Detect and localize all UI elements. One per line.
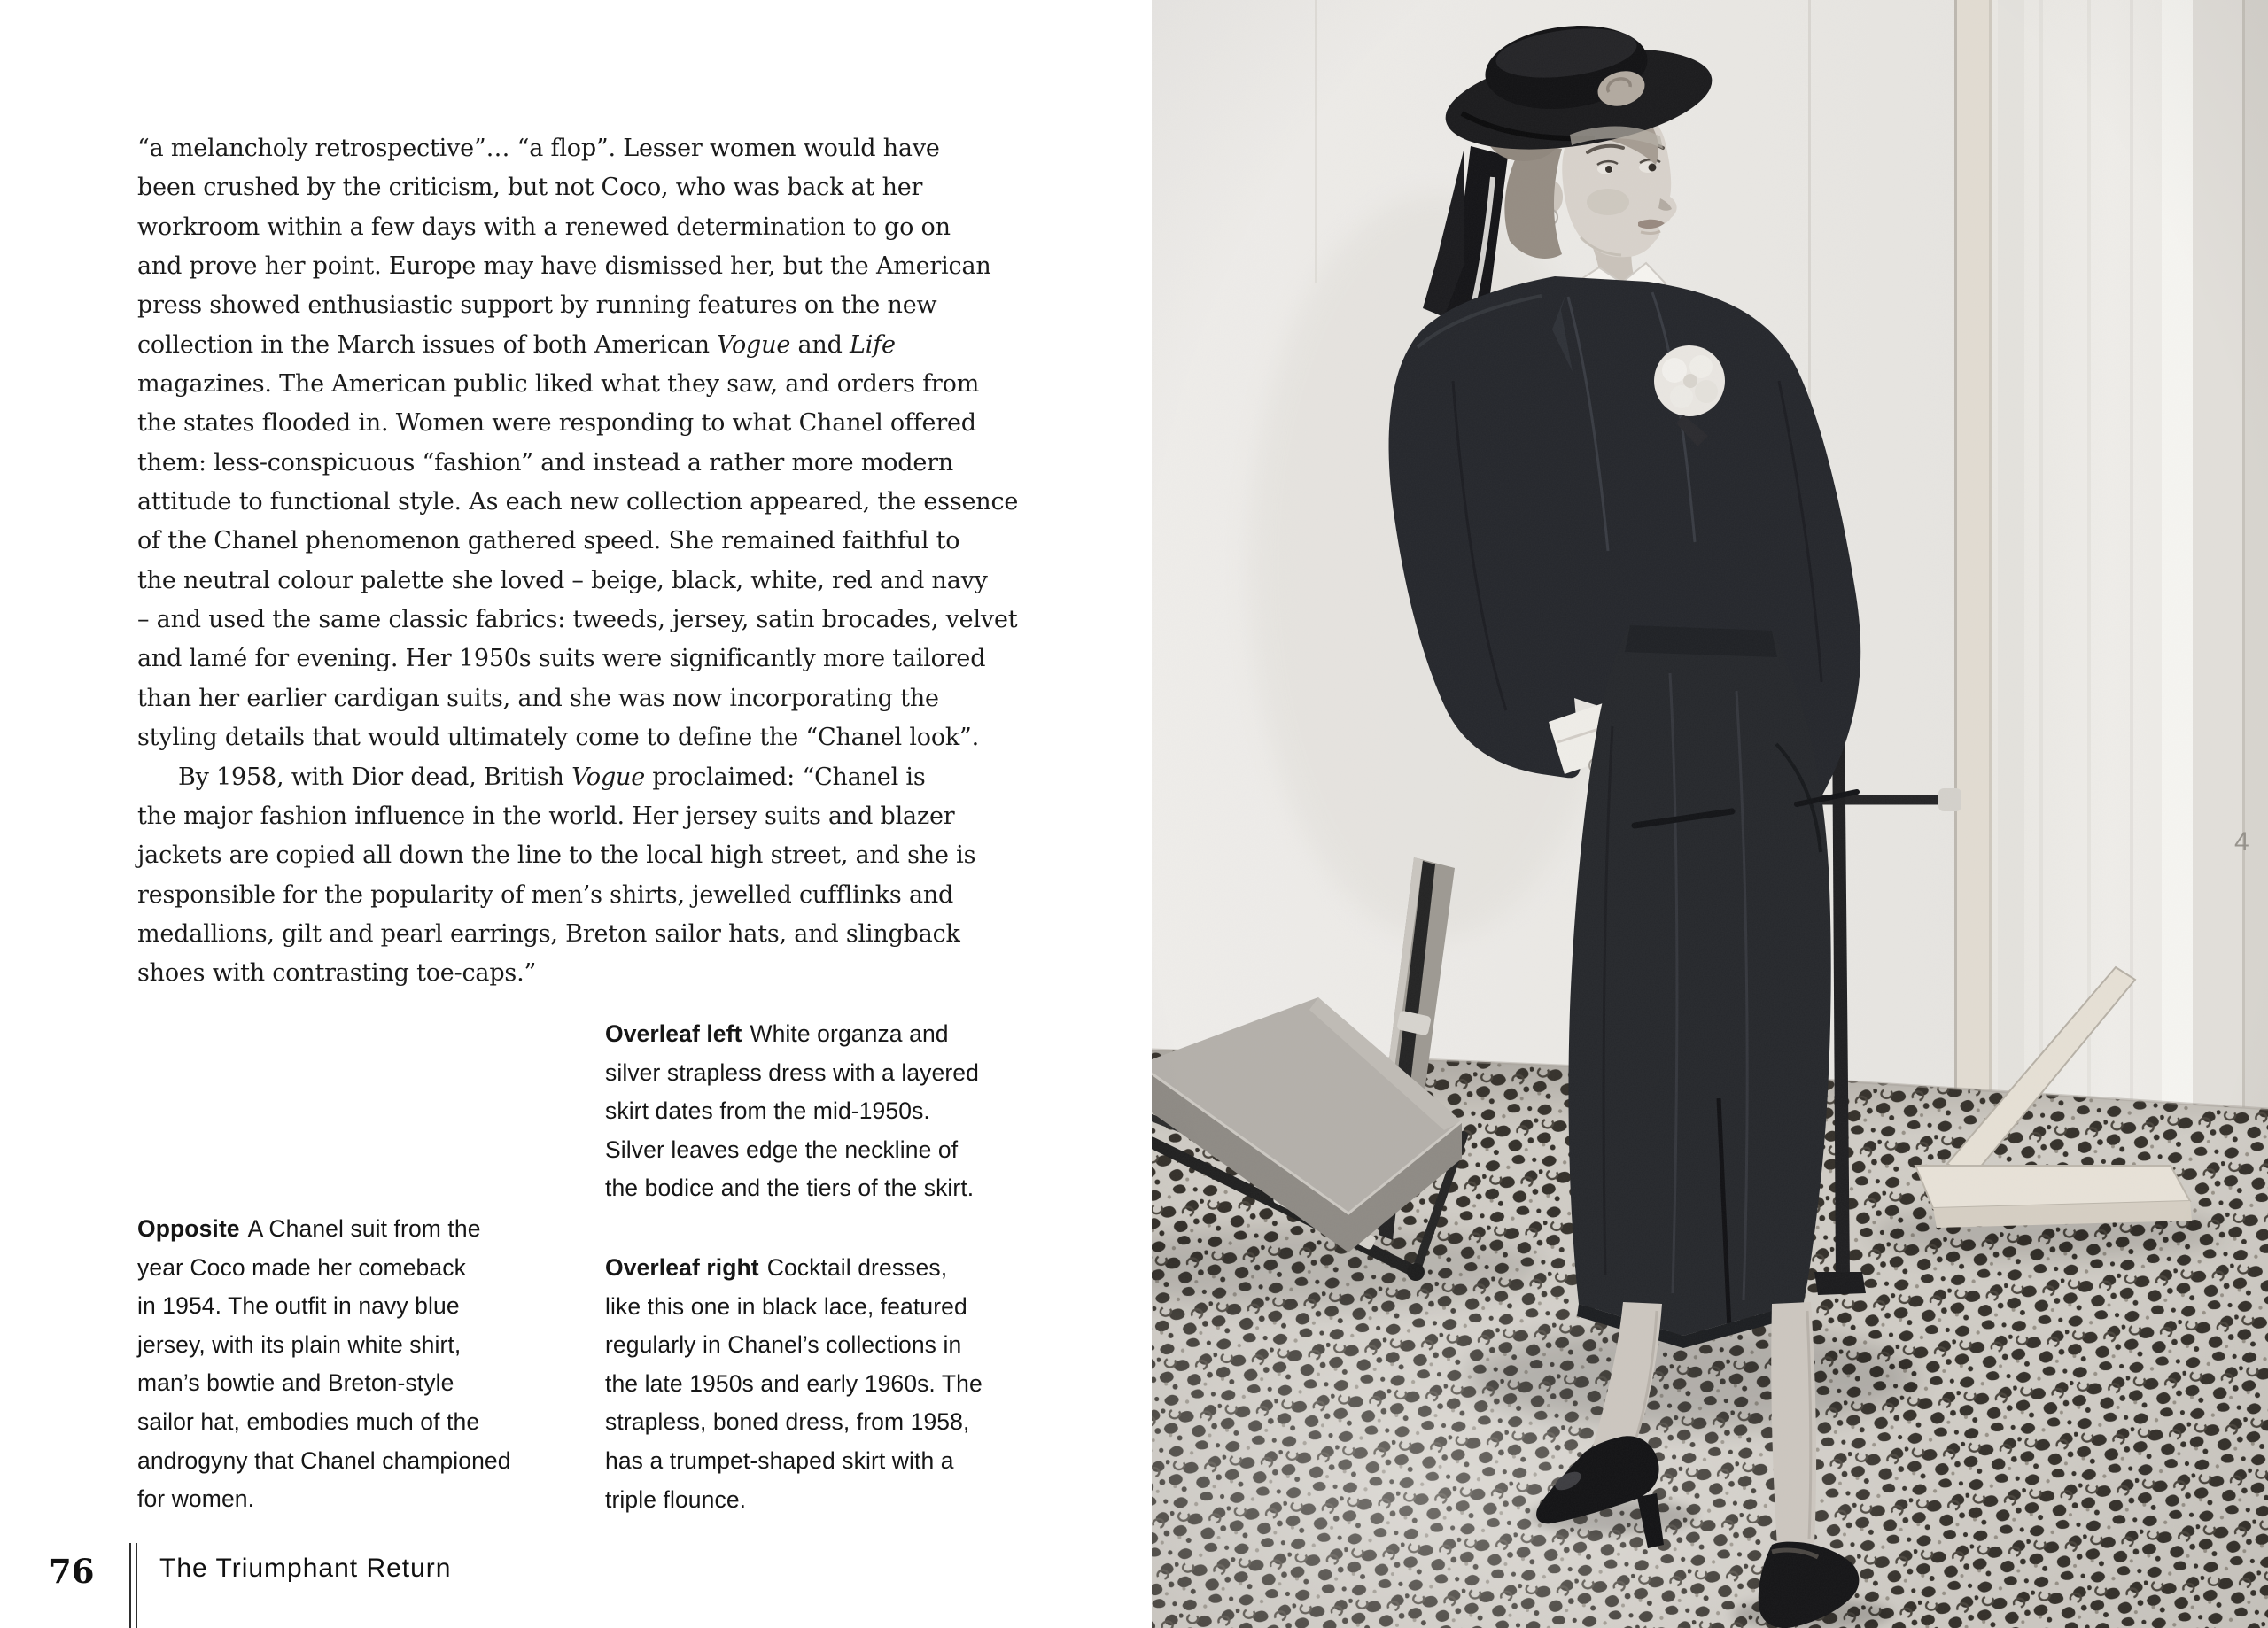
body-line: magazines. The American public liked what they saw, and orders from [137, 370, 980, 399]
caption-line: man’s bowtie and Breton-style [137, 1369, 454, 1397]
chapter-title: The Triumphant Return [159, 1554, 452, 1583]
caption-lead: Overleaf left [605, 1020, 742, 1047]
caption-line: Overleaf right Cocktail dresses, [605, 1254, 948, 1281]
body-line: collection in the March issues of both American Vogue and Life [137, 330, 896, 359]
body-line: medallions, gilt and pearl earrings, Breton sailor hats, and slingback [137, 919, 960, 948]
body-line: shoes with contrasting toe-caps.” [137, 959, 537, 988]
photo-illustration [1152, 0, 2268, 1628]
page-number: 76 [49, 1552, 95, 1591]
body-line: attitude to functional style. As each new collection appeared, the essence [137, 488, 1019, 516]
body-line: than her earlier cardigan suits, and she was now incorporating the [137, 684, 939, 712]
caption-line: sailor hat, embodies much of the [137, 1407, 480, 1435]
caption-line: strapless, boned dress, from 1958, [605, 1408, 970, 1436]
paragraph-1 [137, 129, 1138, 758]
caption-line: like this one in black lace, featured [605, 1292, 967, 1320]
caption-line: the late 1950s and early 1960s. The [605, 1369, 983, 1397]
chanel-suit-photo [1152, 0, 2268, 1628]
caption-opposite [137, 1210, 511, 1519]
body-line: workroom within a few days with a renewed determination to go on [137, 213, 951, 241]
body-line: them: less-conspicuous “fashion” and instead a rather more modern [137, 448, 954, 477]
body-line: of the Chanel phenomenon gathered speed. She remained faithful to [137, 527, 960, 555]
body-text [137, 129, 1138, 994]
body-line: press showed enthusiastic support by running features on the new [137, 291, 937, 320]
body-line: “a melancholy retrospective”… “a flop”. Lesser women would have [137, 135, 940, 162]
body-line: jackets are copied all down the line to the local high street, and she is [137, 841, 976, 870]
body-line: styling details that would ultimately come to define the “Chanel look”. [137, 724, 980, 752]
body-line: the major fashion influence in the world. Her jersey suits and blazer [137, 802, 955, 830]
caption-line: jersey, with its plain white shirt, [137, 1330, 462, 1358]
body-line: the states flooded in. Women were responding to what Chanel offered [137, 409, 976, 438]
caption-line: in 1954. The outfit in navy blue [137, 1292, 460, 1320]
caption-overleaf-left [605, 1015, 979, 1208]
body-line: By 1958, with Dior dead, British Vogue proclaimed: “Chanel is [178, 763, 926, 791]
caption-line: triple flounce. [605, 1485, 747, 1513]
caption-line: year Coco made her comeback [137, 1253, 466, 1281]
body-line: and lamé for evening. Her 1950s suits were significantly more tailored [137, 645, 986, 673]
caption-line: androgyny that Chanel championed [137, 1446, 511, 1474]
vignette-overlay [1152, 0, 2268, 1628]
body-line: – and used the same classic fabrics: tweeds, jersey, satin brocades, velvet [137, 606, 1018, 634]
caption-line: regularly in Chanel’s collections in [605, 1331, 962, 1359]
caption-line: has a trumpet-shaped skirt with a [605, 1446, 954, 1474]
caption-line: Silver leaves edge the neckline of [605, 1136, 959, 1163]
footer-divider-rule [129, 1543, 137, 1628]
paragraph-2 [137, 758, 1138, 994]
caption-lead: Overleaf right [605, 1254, 759, 1281]
caption-line: skirt dates from the mid-1950s. [605, 1097, 930, 1125]
caption-lead: Opposite [137, 1215, 240, 1242]
caption-line: silver strapless dress with a layered [605, 1058, 979, 1086]
body-line: and prove her point. Europe may have dismissed her, but the American [137, 252, 991, 281]
caption-line: for women. [137, 1485, 255, 1513]
caption-line: Overleaf left White organza and [605, 1020, 949, 1047]
body-line: been crushed by the criticism, but not Coco, who was back at her [137, 174, 923, 202]
caption-line: the bodice and the tiers of the skirt. [605, 1174, 975, 1202]
body-line: the neutral colour palette she loved – beige, black, white, red and navy [137, 566, 988, 594]
body-line: responsible for the popularity of men’s shirts, jewelled cufflinks and [137, 880, 954, 909]
caption-overleaf-right [605, 1249, 983, 1519]
caption-line: Opposite A Chanel suit from the [137, 1215, 481, 1242]
